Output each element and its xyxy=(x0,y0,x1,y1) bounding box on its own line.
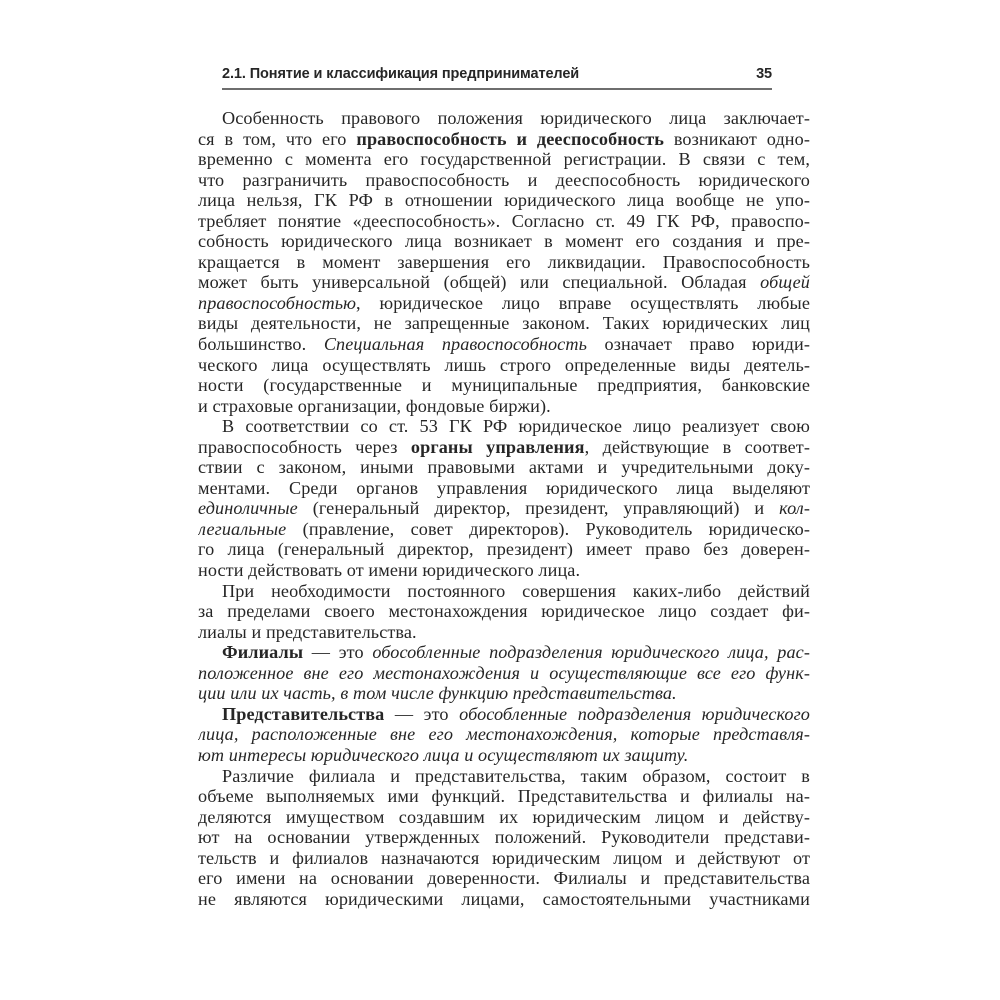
text-line xyxy=(198,889,810,910)
paragraph xyxy=(198,766,810,910)
text-run: органы управления xyxy=(410,436,585,457)
text-line xyxy=(198,478,810,499)
text-run: лица нельзя, ГК РФ в отношении юридического лица вообще не упо- xyxy=(198,190,810,211)
section-title: 2.1. Понятие и классификация предпринимателей xyxy=(222,66,580,82)
text-run: означает право юриди- xyxy=(586,334,810,355)
text-run: Представительства xyxy=(222,703,385,724)
text-run: (генеральный директор, президент, управляющий) и xyxy=(297,498,780,519)
text-line xyxy=(198,786,810,807)
text-run: Особенность правового положения юридического лица заключает- xyxy=(222,108,810,128)
text-run: положенное вне его местонахождения и осуществляющие все его функ- xyxy=(198,662,810,683)
text-line xyxy=(198,827,810,848)
text-run: лица, расположенные вне его местонахождения, которые представля- xyxy=(198,724,810,745)
text-line xyxy=(198,231,810,252)
body-text xyxy=(198,108,810,909)
text-run: ствии с законом, иными правовыми актами и учредительными доку- xyxy=(198,457,810,478)
text-run: — это xyxy=(303,642,373,663)
text-run: Филиалы xyxy=(222,642,304,663)
text-run: ся в том, что его xyxy=(198,128,357,149)
paragraph xyxy=(198,704,810,766)
text-line xyxy=(198,539,810,560)
text-run: , действующие в соответ- xyxy=(584,436,810,457)
text-run: собность юридического лица возникает в момент его создания и пре- xyxy=(198,231,810,252)
text-line xyxy=(198,355,810,376)
text-run: его имени на основании доверенности. Филиалы и представительства xyxy=(198,868,810,889)
text-line xyxy=(198,622,810,643)
page-header xyxy=(222,66,772,83)
text-run: деляются имуществом создавшим их юридическим лицом и действу- xyxy=(198,806,810,827)
text-line xyxy=(198,190,810,211)
text-run: лиалы и представительства. xyxy=(198,621,417,642)
text-line xyxy=(198,519,810,540)
text-line xyxy=(198,868,810,889)
text-line xyxy=(198,437,810,458)
text-line xyxy=(198,848,810,869)
text-line xyxy=(198,457,810,478)
text-line xyxy=(198,498,810,519)
text-run: — это xyxy=(384,703,460,724)
text-line xyxy=(198,683,810,704)
text-run: виды деятельности, не запрещенные законом. Таких юридических лиц xyxy=(198,313,810,334)
text-run: что разграничить правоспособность и дееспособность юридического xyxy=(198,169,810,190)
text-run: за пределами своего местонахождения юридическое лицо создает фи- xyxy=(198,601,810,622)
text-line xyxy=(198,581,810,602)
text-line xyxy=(198,642,810,663)
text-line xyxy=(198,416,810,437)
text-line xyxy=(198,108,810,129)
text-run: обособленные подразделения юридического лица, рас- xyxy=(372,642,810,663)
paragraph xyxy=(198,642,810,704)
text-run: и страховые организации, фондовые биржи). xyxy=(198,395,551,416)
text-run: Специальная правоспособность xyxy=(323,334,587,355)
text-line xyxy=(198,129,810,150)
text-line xyxy=(198,663,810,684)
text-run: не являются юридическими лицами, самостоятельными участниками xyxy=(198,888,810,909)
text-run: ции или их часть, в том числе функцию представительства. xyxy=(198,683,677,704)
text-run: объеме выполняемых ими функций. Представительства и филиалы на- xyxy=(198,786,810,807)
text-run: ности действовать от имени юридического лица. xyxy=(198,560,581,581)
text-line xyxy=(198,704,810,725)
paragraph xyxy=(198,416,810,580)
text-line xyxy=(198,375,810,396)
text-line xyxy=(198,745,810,766)
paragraph xyxy=(198,581,810,643)
text-run: (правление, совет директоров). Руководитель юридическо- xyxy=(286,518,810,539)
text-run: ческого лица осуществлять лишь строго определенные виды деятель- xyxy=(198,354,810,375)
text-run: ют на основании утвержденных положений. Руководители представи- xyxy=(198,827,810,848)
text-run: Различие филиала и представительства, таким образом, состоит в xyxy=(222,765,810,786)
paragraph xyxy=(198,108,810,416)
text-run: ют интересы юридического лица и осуществляют их защиту. xyxy=(198,744,689,765)
text-run: кращается в момент завершения его ликвидации. Правоспособность xyxy=(198,251,810,272)
header-rule xyxy=(222,88,772,90)
text-run: единоличные xyxy=(198,498,298,519)
text-line xyxy=(198,724,810,745)
text-run: го лица (генеральный директор, президент) имеет право без доверен- xyxy=(198,539,810,560)
text-run: правоспособность и дееспособность xyxy=(356,128,664,149)
text-line xyxy=(198,766,810,787)
text-line xyxy=(198,560,810,581)
text-run: При необходимости постоянного совершения каких-либо действий xyxy=(222,580,810,601)
text-run: В соответствии со ст. 53 ГК РФ юридическое лицо реализует свою xyxy=(222,416,810,437)
text-run: правоспособностью xyxy=(198,292,357,313)
text-run: временно с момента его государственной регистрации. В связи с тем, xyxy=(198,149,810,170)
text-line xyxy=(198,396,810,417)
text-line xyxy=(198,807,810,828)
text-run: может быть универсальной (общей) или специальной. Обладая xyxy=(198,272,761,293)
page-number: 35 xyxy=(756,66,772,82)
text-run: большинство. xyxy=(198,334,324,355)
text-run: кол- xyxy=(779,498,810,519)
text-run: тельств и филиалов назначаются юридическим лицом и действуют от xyxy=(198,847,810,868)
text-line xyxy=(198,170,810,191)
text-run: легиальные xyxy=(198,518,287,539)
text-line xyxy=(198,334,810,355)
text-run: ментами. Среди органов управления юридического лица выделяют xyxy=(198,477,810,498)
text-line xyxy=(198,313,810,334)
text-run: обособленные подразделения юридического xyxy=(459,703,810,724)
text-line xyxy=(198,272,810,293)
text-run: возникают одно- xyxy=(663,128,810,149)
text-line xyxy=(198,149,810,170)
text-line xyxy=(198,252,810,273)
text-line xyxy=(198,601,810,622)
text-run: ности (государственные и муниципальные предприятия, банковские xyxy=(198,375,810,396)
text-run: требляет понятие «дееспособность». Согласно ст. 49 ГК РФ, правоспо- xyxy=(198,210,810,231)
text-line xyxy=(198,211,810,232)
text-run: , юридическое лицо вправе осуществлять любые xyxy=(356,292,810,313)
text-run: правоспособность через xyxy=(198,436,411,457)
text-line xyxy=(198,293,810,314)
text-run: общей xyxy=(760,272,810,293)
